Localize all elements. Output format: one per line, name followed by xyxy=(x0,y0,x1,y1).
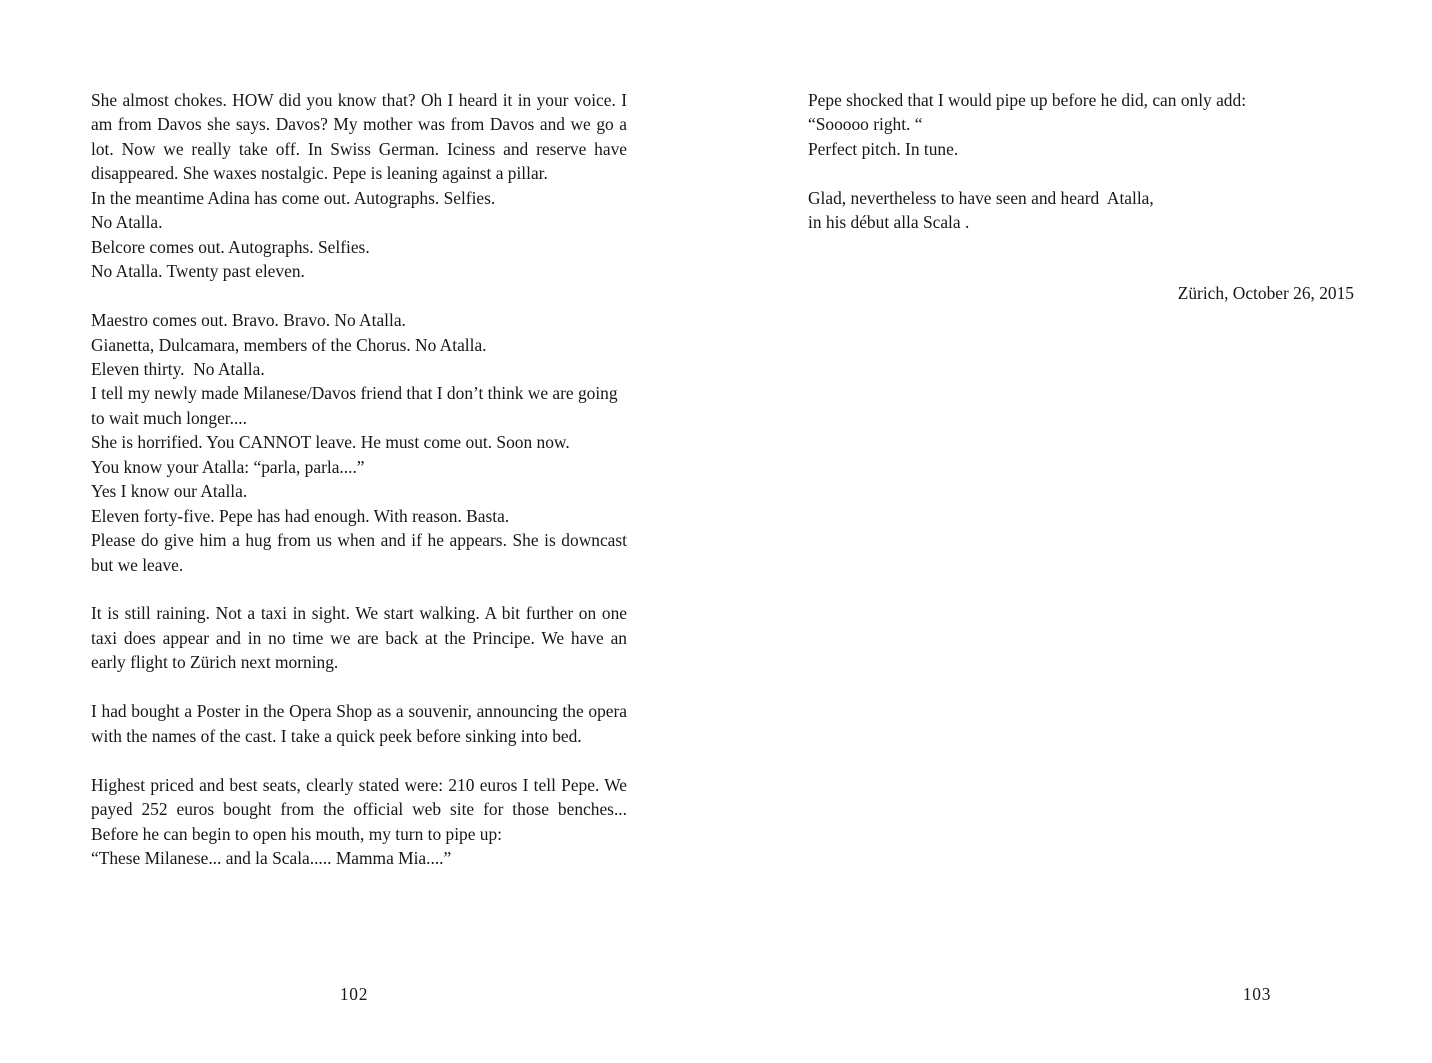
paragraph: Highest priced and best seats, clearly stated were: 210 euros I tell Pepe. We payed 252 euros bought from the official web site for those benches... Before he can begin to open his mouth, my turn to pipe up: xyxy=(91,774,627,844)
paragraph-spacer xyxy=(91,675,627,699)
paragraph-line: in his début alla Scala . xyxy=(808,212,970,233)
paragraph: She almost chokes. HOW did you know that? Oh I heard it in your voice. I am from Davos she says. Davos? My mother was from Davos and we go a lot. Now we really take off. In Swiss German. Iciness and reserve have disappeared. She waxes nostalgic. Pepe is leaning against a pillar. xyxy=(91,90,627,184)
paragraph-spacer xyxy=(808,235,1354,259)
paragraph: Please do give him a hug from us when and if he appears. She is downcast but we leave. xyxy=(91,530,627,575)
page-number-left: 102 xyxy=(339,984,369,1004)
paragraph-line: I tell my newly made Milanese/Davos friend that I don’t think we are going to wait much longer.... xyxy=(91,383,618,428)
paragraph-line: In the meantime Adina has come out. Autographs. Selfies. xyxy=(91,187,496,208)
paragraph-spacer xyxy=(91,284,627,308)
page-number-right: 103 xyxy=(1242,984,1272,1004)
paragraph-spacer xyxy=(91,748,627,772)
paragraph-line: Belcore comes out. Autographs. Selfies. xyxy=(91,236,370,257)
paragraph-line: Eleven thirty. No Atalla. xyxy=(91,358,265,379)
paragraph: Pepe shocked that I would pipe up before he did, can only add: xyxy=(808,90,1247,110)
paragraph-line: She is horrified. You CANNOT leave. He must come out. Soon now. xyxy=(91,432,570,453)
paragraph-line: You know your Atalla: “parla, parla....” xyxy=(91,456,365,477)
page-right xyxy=(716,0,1432,1063)
text-column-right xyxy=(808,88,1354,306)
paragraph: It is still raining. Not a taxi in sight. We start walking. A bit further on one taxi does appear and in no time we are back at the Principe. We have an early flight to Zürich next morning. xyxy=(91,603,627,673)
text-column-left xyxy=(91,88,627,870)
paragraph-line: Glad, nevertheless to have seen and heard Atalla, xyxy=(808,187,1154,208)
paragraph-spacer xyxy=(808,259,1354,281)
paragraph-line: “These Milanese... and la Scala..... Mamma Mia....” xyxy=(91,847,452,868)
paragraph-line: No Atalla. Twenty past eleven. xyxy=(91,261,305,282)
paragraph-line: Maestro comes out. Bravo. Bravo. No Atalla. xyxy=(91,310,406,331)
paragraph-line: No Atalla. xyxy=(91,212,163,233)
paragraph-spacer xyxy=(91,577,627,601)
paragraph-line: Yes I know our Atalla. xyxy=(91,481,248,502)
dateline: Zürich, October 26, 2015 xyxy=(1177,283,1354,304)
paragraph-line: Gianetta, Dulcamara, members of the Chorus. No Atalla. xyxy=(91,334,487,355)
paragraph-line: Eleven forty-five. Pepe has had enough. With reason. Basta. xyxy=(91,505,510,526)
paragraph-line: “Sooooo right. “ xyxy=(808,114,923,135)
paragraph-spacer xyxy=(808,161,1354,185)
paragraph-line: Perfect pitch. In tune. xyxy=(808,138,959,159)
paragraph: I had bought a Poster in the Opera Shop as a souvenir, announcing the opera with the names of the cast. I take a quick peek before sinking into bed. xyxy=(91,701,627,746)
